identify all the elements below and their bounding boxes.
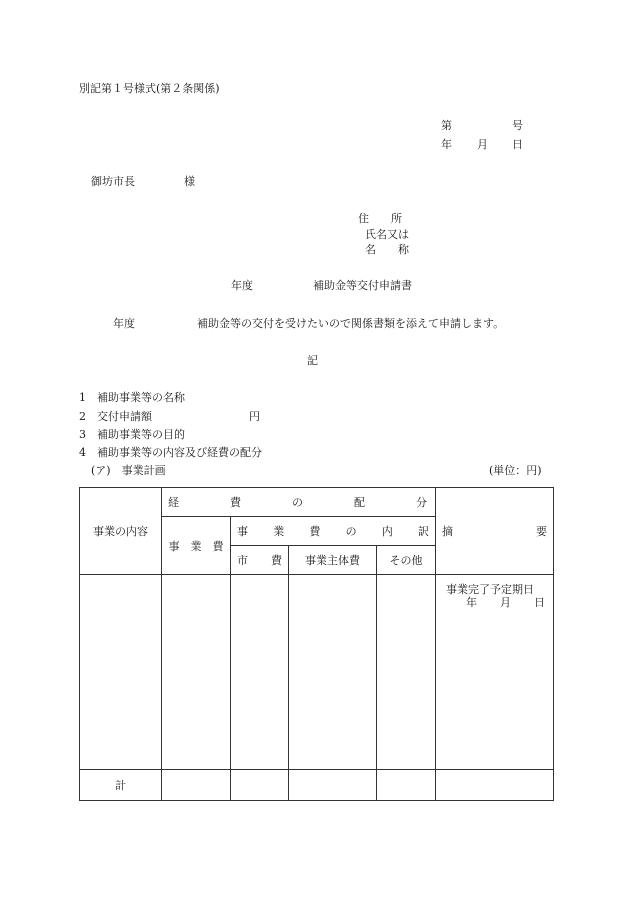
date-month: 月 [477,138,488,151]
plan-table [79,487,554,801]
total-label: 計 [80,770,162,801]
cell-content [80,575,162,770]
page-title: 補助金等交付申請書 [313,279,412,292]
header-project-cost: 事 業 費 [162,517,231,575]
applicant-address-label: 住 所 [358,212,402,225]
header-breakdown: 事 業 費 の 内 訳 [231,517,436,546]
cell-city-cost [231,575,289,770]
cell-entity-cost [289,575,377,770]
item-1-number: 1 [79,391,86,404]
cell-project-cost [162,575,231,770]
header-other: その他 [377,546,436,575]
item-1-text: 補助事業等の名称 [97,391,185,404]
item-4-text: 補助事業等の内容及び経費の配分 [97,446,262,459]
addressee-sama: 様 [184,175,195,188]
doc-number-go: 号 [512,119,523,132]
applicant-name-label: 氏名又は [365,228,409,241]
plan-unit: (単位：円) [489,464,542,477]
item-3-number: 3 [79,428,86,441]
ki-heading: 記 [307,354,318,367]
header-content: 事業の内容 [80,488,162,575]
total-entity-cost [289,770,377,801]
total-summary [436,770,554,801]
item-2-number: 2 [79,410,86,423]
body-text: 補助金等の交付を受けたいので関係書類を添えて申請します。 [197,317,505,330]
applicant-title-label: 名 称 [365,243,409,256]
completion-label: 事業完了予定期日 [446,583,534,596]
item-2-text: 交付申請額 [97,410,152,423]
header-entity-cost: 事業主体費 [289,546,377,575]
item-2-unit: 円 [249,410,260,423]
item-4-number: 4 [79,446,86,459]
form-label: 別記第１号様式(第２条関係) [79,82,220,95]
title-year: 年度 [231,279,253,292]
header-city-cost: 市 費 [231,546,289,575]
completion-date: 年 月 日 [466,596,545,609]
header-summary: 摘 要 [436,488,554,575]
addressee-name: 御坊市長 [91,175,135,188]
cell-other [377,575,436,770]
doc-number-dai: 第 [441,119,452,132]
date-day: 日 [512,138,523,151]
date-year: 年 [441,138,452,151]
total-project-cost [162,770,231,801]
total-city-cost [231,770,289,801]
cell-summary [436,575,554,770]
header-allocation: 経 費 の 配 分 [162,488,436,517]
total-other [377,770,436,801]
body-year: 年度 [113,317,135,330]
item-3-text: 補助事業等の目的 [97,428,185,441]
plan-label: (ア) 事業計画 [91,464,166,477]
